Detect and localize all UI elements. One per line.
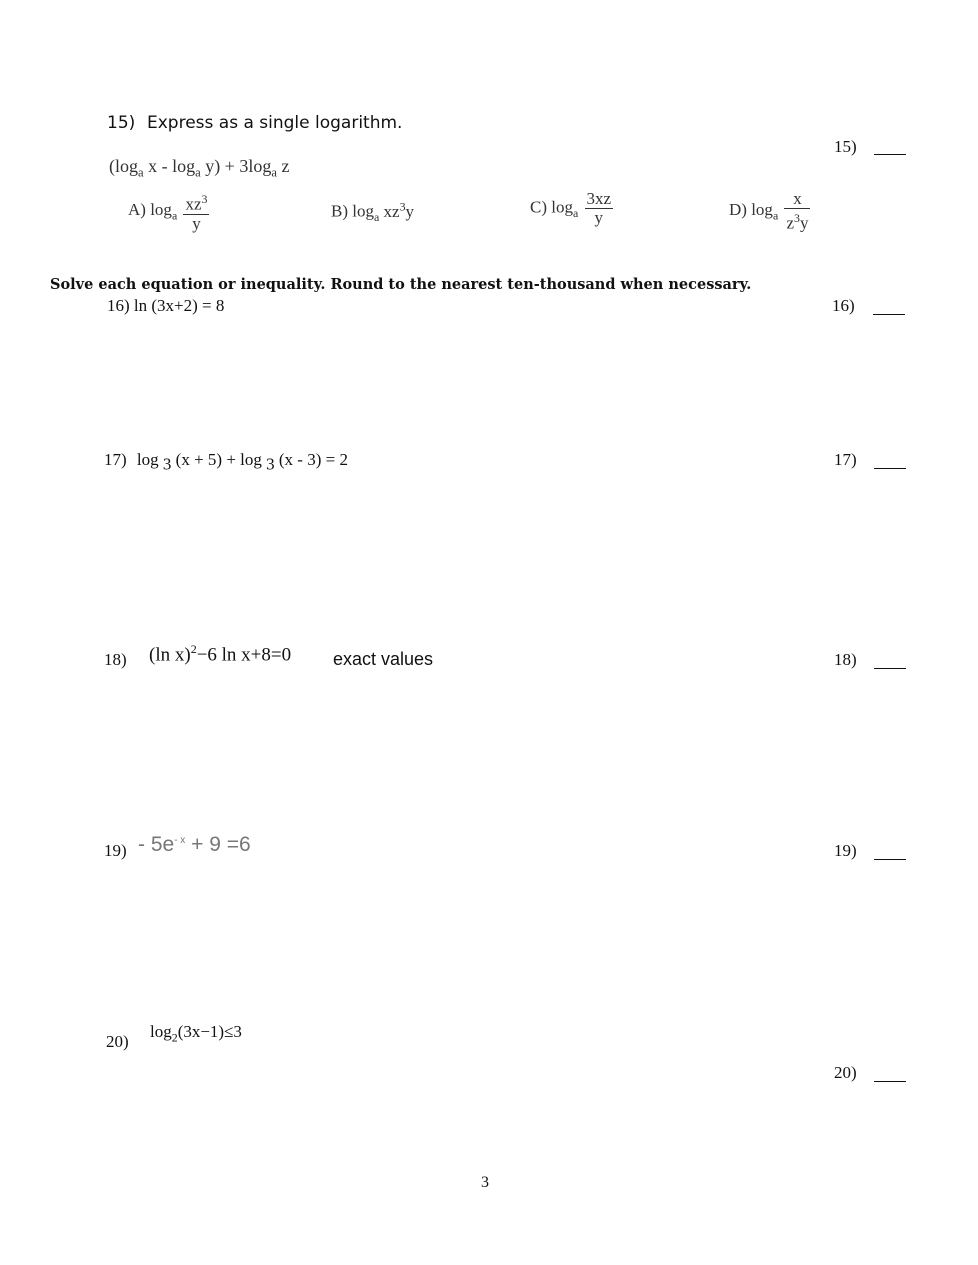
q15-expr-mid2: y) + 3log	[200, 156, 272, 176]
q20-base: 2	[171, 1030, 178, 1045]
option-d-denominator: $z^3y$	[786, 211, 809, 233]
q15-option-b[interactable]	[331, 199, 414, 225]
q18-answer-label: 18)	[834, 650, 857, 669]
q18-note: exact values	[333, 649, 434, 669]
q20-answer-label: 20)	[834, 1063, 857, 1082]
q18-eq-left: (ln x)	[149, 644, 191, 666]
option-c-denominator: y	[594, 208, 604, 227]
q19-answer-label: 19)	[834, 841, 857, 860]
option-a-numerator: $xz^3$	[185, 192, 208, 214]
q17-number: 17)	[104, 450, 127, 469]
q17-question	[104, 450, 348, 474]
option-d-base: a	[772, 208, 779, 223]
option-d-log: log	[751, 200, 773, 220]
q20-log: log	[150, 1022, 172, 1041]
option-a-letter: A)	[128, 200, 146, 220]
q16-question	[107, 296, 224, 316]
q20-number: 20)	[106, 1032, 129, 1051]
q20-inequality	[150, 1022, 242, 1045]
option-b-log: log	[352, 201, 374, 221]
option-a-denominator: y	[192, 213, 201, 233]
q17-end: (x - 3) = 2	[278, 450, 348, 469]
option-c-numerator: 3xz	[586, 189, 612, 208]
q15-expr-end: z	[276, 156, 290, 176]
q20-expression: (3x−1)≤3	[177, 1022, 242, 1041]
q19-number: 19)	[104, 841, 127, 860]
q18-answer-blank[interactable]	[874, 650, 906, 669]
option-b-arg: $xz^3y$	[383, 199, 415, 221]
q17-answer-blank[interactable]	[874, 450, 906, 469]
q15-option-d[interactable]	[729, 190, 812, 233]
section-heading: Solve each equation or inequality. Round to the nearest ten-thousand when necessary.	[50, 276, 752, 293]
q15-number: 15)	[107, 113, 136, 133]
option-d-numerator: x	[784, 190, 810, 209]
page-number: 3	[481, 1174, 489, 1191]
q15-expr-base1: a	[138, 165, 144, 180]
q15-expr-open: (log	[109, 156, 138, 176]
q19-answer-blank[interactable]	[874, 841, 906, 860]
q19-equation	[138, 833, 251, 857]
q15-answer-label: 15)	[834, 137, 857, 156]
q15-expression	[109, 156, 289, 181]
q18-equation	[149, 642, 291, 666]
q16-equation: ln (3x+2) = 8	[133, 296, 225, 315]
option-c-log: log	[551, 197, 573, 217]
q18-eq-exponent: 2	[190, 642, 197, 656]
option-a-base: a	[171, 208, 178, 223]
option-d-letter: D)	[729, 200, 747, 220]
q15-answer-blank[interactable]	[874, 136, 906, 155]
option-c-letter: C)	[530, 197, 547, 217]
q19-eq-left: - 5e	[138, 833, 175, 856]
q16-number: 16)	[107, 296, 130, 315]
q20-answer-blank[interactable]	[874, 1063, 906, 1082]
option-c-fraction	[585, 190, 614, 227]
q19-eq-exponent: - x	[174, 835, 186, 846]
q17-answer-label: 17)	[834, 450, 857, 469]
q17-base2: 3	[266, 454, 275, 474]
q15-expr-mid1: x - log	[143, 156, 196, 176]
q15-option-a[interactable]	[128, 190, 211, 233]
option-b-letter: B)	[331, 201, 348, 221]
option-c-base: a	[572, 205, 579, 220]
option-d-fraction	[784, 190, 810, 233]
q15-option-c[interactable]	[530, 190, 615, 227]
q17-mid: (x + 5) + log	[175, 450, 262, 469]
q18-eq-right: −6 ln x+8=0	[196, 644, 292, 666]
q16-answer-label: 16)	[832, 296, 855, 315]
q19-eq-right: + 9 =6	[191, 833, 251, 856]
option-b-base: a	[373, 210, 380, 225]
q17-log1: log	[136, 450, 159, 469]
q16-answer-blank[interactable]	[873, 296, 905, 315]
option-a-log: log	[150, 200, 172, 220]
q18-number: 18)	[104, 650, 127, 669]
q15-expr-base3: a	[271, 165, 277, 180]
q15-expr-base2: a	[195, 165, 201, 180]
q15-prompt: Express as a single logarithm.	[147, 113, 403, 133]
q17-base1: 3	[162, 454, 172, 474]
option-a-fraction	[183, 190, 209, 233]
